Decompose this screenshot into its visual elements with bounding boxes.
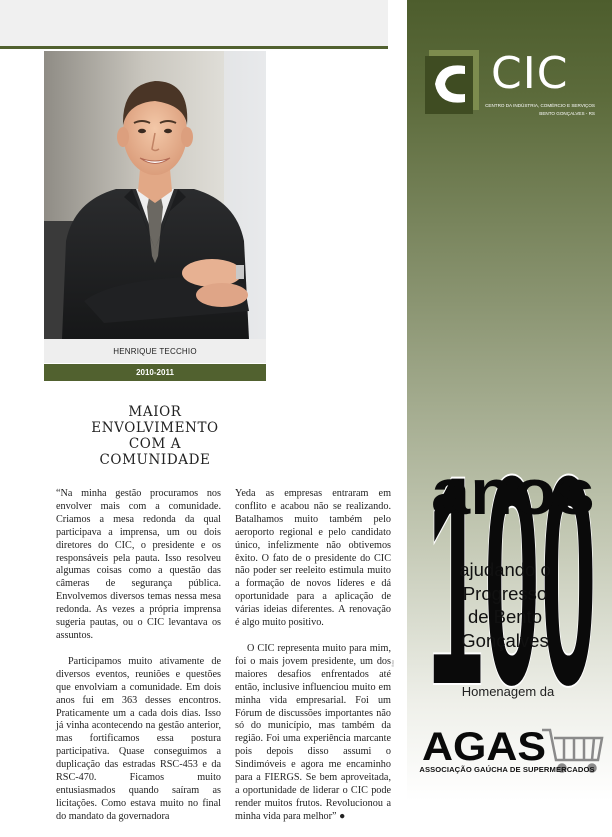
homenagem-label: Homenagem da (461, 684, 555, 699)
cic-subtitle-line: BENTO GONÇALVES - RS (539, 111, 595, 116)
article-paragraph: Participamos muito ativamente de diversos eventos, reuniões e questões que envolviam a comunidade. Em dois anos fui em 363 desses encontros. Praticamente um a cada dois dias. Isso já vinha acontecendo na gestão anterior, mas fortificamos essa postura participativa. Quase conseguimos a duplicação das estradas RSC-453 e da RSC-470. Ficamos muito entusiasmados quando saíram as licitações. Como estava muito no final do mandato da governadora (56, 655, 221, 822)
photo-caption-box (44, 339, 266, 363)
article-paragraph: Yeda as empresas entraram em conflito e acabou não se realizando. Batalhamos muito também pelo aeroporto regional e pelo candidato único, infelizmente não obtivemos êxito. O fato de o presidente do CIC não poder ser reeleito estimula muito a formação de novos líderes e dá oportunidade para a aplicação de várias ideias diferentes. A renovação é algo muito positivo. (235, 488, 391, 629)
portrait-photo (44, 51, 266, 339)
cic-logo-mark (425, 48, 481, 116)
tagline-line: Progresso (462, 582, 548, 604)
agas-logo (416, 708, 606, 788)
photo-credit: foto (390, 660, 395, 667)
tagline-line: de Bento (467, 606, 543, 627)
top-band (0, 0, 388, 47)
tagline-line: ajudando o (459, 559, 551, 580)
article-paragraph: O CIC representa muito para mim, foi o mais jovem presidente, um dos maiores desafios enfrentados até então, inclusive influenciou muito em minha vida empresarial. Foi um Fórum de discussões importantes não só do município, mas também da região. Foi uma experiência marcante pois depois disso assumi o Sindimóveis e agora me encaminho para a FIERGS. Se bem aproveitada, a oportunidade de liderar o CIC pode render muitos frutos. Revolucionou a minha vida para melhor” ● (235, 642, 391, 822)
headline-line: COMUNIDADE (99, 452, 211, 468)
agas-wordmark: AGAS (422, 725, 546, 769)
years-bar (44, 364, 266, 381)
big-100-text: 100 (427, 413, 597, 749)
term-years: 2010-2011 (136, 368, 174, 377)
portrait-illustration (44, 51, 266, 339)
anos-word (423, 452, 603, 532)
article-column-left (56, 488, 221, 837)
cic-subtitle-line: CENTRO DA INDÚSTRIA, COMÉRCIO E SERVIÇOS (485, 103, 595, 108)
headline-line: MAIOR (128, 404, 182, 420)
photo-caption: HENRIQUE TECCHIO (113, 347, 197, 356)
tagline-line: Gonçalves (461, 629, 549, 651)
article-headline (60, 404, 250, 468)
article-paragraph: “Na minha gestão procuramos nos envolver mais com a comunidade. Criamos a mesa redonda da qual participava a imprensa, um ou dois diretores do CIC, o presidente e os responsáveis pela pauta. Isso resolveu algumas coisas como a questão das câmeras de segurança pública. Envolvemos diversos temas nessa mesa redonda. As vezes a própria imprensa sugeria pautas, ou o CIC levantava os assuntos. (56, 488, 221, 641)
cic-logo-subtitle (480, 102, 595, 118)
cic-logo-text: CIC (491, 48, 569, 99)
top-divider (0, 46, 388, 49)
headline-line: COM A (128, 436, 182, 452)
headline-line: ENVOLVIMENTO (91, 420, 219, 436)
anos-text: anos (431, 456, 595, 528)
agas-subtitle: ASSOCIAÇÃO GAÚCHA DE SUPERMERCADOS (419, 765, 595, 774)
centenary-tagline (430, 558, 580, 652)
article-column-right (235, 488, 391, 837)
